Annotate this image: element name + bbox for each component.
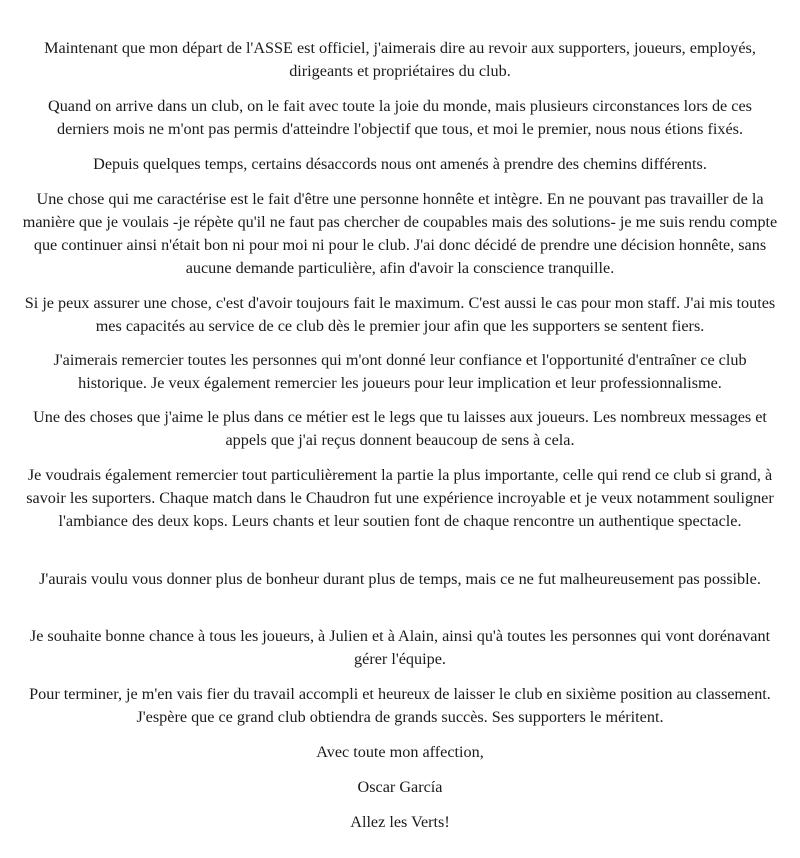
paragraph-farewell-intro: Maintenant que mon départ de l'ASSE est officiel, j'aimerais dire au revoir aux supporters, joueurs, employés, dirigeants et propriétaires du club.: [44, 39, 756, 80]
paragraph-thanks-people: J'aimerais remercier toutes les personnes qui m'ont donné leur confiance et l'opportunité d'entraîner ce club historique. Je veux également remercier les joueurs pour leur implication et leur professionnalisme.: [53, 351, 747, 392]
paragraph-regret: J'aurais voulu vous donner plus de bonheur durant plus de temps, mais ce ne fut malheureusement pas possible.: [39, 570, 761, 588]
signature-name: Oscar García: [357, 778, 443, 796]
sign-off-affection: Avec toute mon affection,: [316, 743, 484, 761]
paragraph-thanks-supporters: Je voudrais également remercier tout particulièrement la partie la plus importante, celle qui rend ce club si grand, à savoir les suporters. Chaque match dans le Chaudron fut une expérience incroyable et je veux notamment souligner l'ambiance des deux kops. Leurs chants et leur soutien font de chaque rencontre un authentique spectacle.: [26, 466, 774, 530]
paragraph-closing: Pour terminer, je m'en vais fier du travail accompli et heureux de laisser le club en sixième position au classement. J'espère que ce grand club obtiendra de grands succès. Ses supporters le méritent.: [29, 685, 771, 726]
paragraph-good-luck: Je souhaite bonne chance à tous les joueurs, à Julien et à Alain, ainsi qu'à toutes les personnes qui vont dorénavant gérer l'équipe.: [29, 627, 771, 668]
paragraph-legacy: Une des choses que j'aime le plus dans ce métier est le legs que tu laisses aux joueurs. Les nombreux messages et appels que j'ai reçus donnent beaucoup de sens à cela.: [33, 408, 767, 449]
paragraph-maximum: Si je peux assurer une chose, c'est d'avoir toujours fait le maximum. C'est aussi le cas pour mon staff. J'ai mis toutes mes capacités au service de ce club dès le premier jour afin que les supporters se sentent fiers.: [24, 294, 776, 335]
paragraph-disagreements: Depuis quelques temps, certains désaccords nous ont amenés à prendre des chemins différents.: [93, 155, 707, 173]
paragraph-honesty: Une chose qui me caractérise est le fait d'être une personne honnête et intègre. En ne pouvant pas travailler de la manière que je voulais -je répète qu'il ne faut pas chercher de coupables mais des solutions- je me suis rendu compte que continuer ainsi n'était bon ni pour moi ni pour le club. J'ai donc décidé de prendre une décision honnête, sans aucune demande particulière, afin d'avoir la conscience tranquille.: [22, 190, 778, 277]
paragraph-circumstances: Quand on arrive dans un club, on le fait avec toute la joie du monde, mais plusieurs circonstances lors de ces derniers mois ne m'ont pas permis d'atteindre l'objectif que tous, et moi le premier, nous nous étions fixés.: [48, 97, 752, 138]
closing-motto: Allez les Verts!: [350, 813, 450, 831]
